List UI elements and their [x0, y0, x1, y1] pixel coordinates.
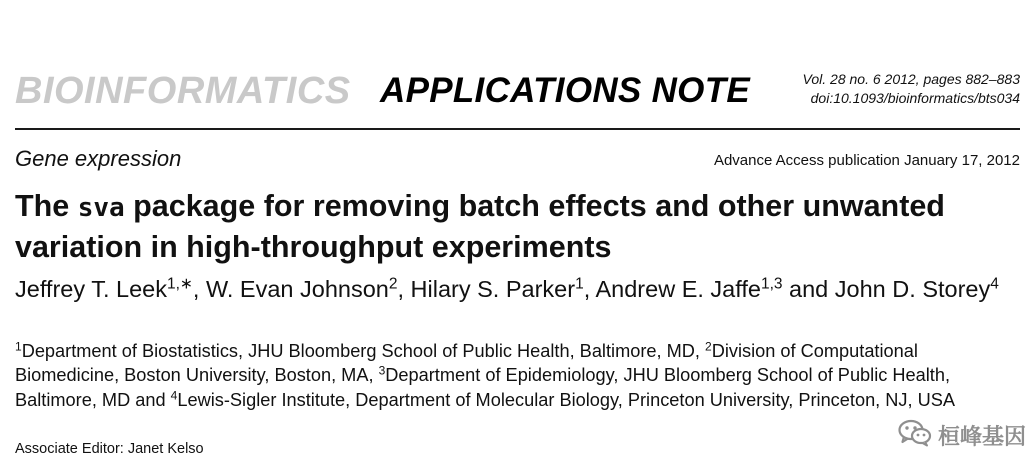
affiliation-marker: 1	[15, 339, 22, 354]
affiliation-marker: 4	[170, 388, 178, 402]
title-part-2: package for removing batch effects and other unwanted variation in high-throughput experiments	[15, 189, 945, 264]
paper-title	[15, 187, 1020, 267]
category-label: Gene expression	[15, 146, 182, 171]
affiliation-text: Division of Computational Biomedicine, Boston University, Boston, MA,	[15, 341, 918, 386]
author-affiliation-marker: 2	[388, 275, 398, 293]
header-rule	[15, 128, 1020, 130]
watermark-label: 桓峰基因	[937, 425, 1026, 450]
author-name: Jeffrey T. Leek	[15, 276, 167, 302]
affiliation-text: Lewis-Sigler Institute, Department of Molecular Biology, Princeton University, Princeton, NJ, USA	[177, 389, 956, 410]
affiliation-marker: 2	[705, 339, 712, 354]
associate-editor: Associate Editor: Janet Kelso	[15, 441, 204, 457]
author-name: W. Evan Johnson	[205, 276, 389, 302]
author-affiliation-marker: 1,∗	[166, 275, 193, 293]
author-separator: ,	[397, 276, 411, 302]
wechat-icon	[898, 419, 932, 452]
author-name: Hilary S. Parker	[410, 276, 576, 302]
citation-volume: Vol. 28 no. 6 2012, pages 882–883	[802, 71, 1020, 87]
author-name: John D. Storey	[834, 276, 991, 302]
watermark	[898, 419, 1026, 452]
affiliation-list	[15, 339, 1020, 412]
title-package-name: sva	[77, 193, 125, 223]
publication-date: Advance Access publication January 17, 2012	[713, 152, 1020, 169]
author-name: Andrew E. Jaffe	[595, 276, 761, 302]
affiliation-marker: 3	[378, 363, 386, 378]
affiliation-text: Department of Epidemiology, JHU Bloomberg School of Public Health, Baltimore, MD and	[15, 365, 951, 410]
author-separator: ,	[583, 276, 596, 302]
author-affiliation-marker: 1	[575, 275, 584, 293]
author-list	[15, 274, 1020, 305]
author-affiliation-marker: 4	[990, 275, 999, 293]
citation-doi: doi:10.1093/bioinformatics/bts034	[810, 90, 1020, 106]
title-part-1: The	[15, 189, 78, 223]
author-separator: and	[782, 276, 835, 302]
affiliation-text: Department of Biostatistics, JHU Bloomberg School of Public Health, Baltimore, MD,	[21, 341, 705, 361]
author-separator: ,	[192, 276, 206, 302]
citation	[803, 70, 1020, 108]
journal-name: BIOINFORMATICS	[15, 70, 351, 112]
author-affiliation-marker: 1,3	[760, 275, 783, 293]
section-type: APPLICATIONS NOTE	[380, 71, 751, 110]
